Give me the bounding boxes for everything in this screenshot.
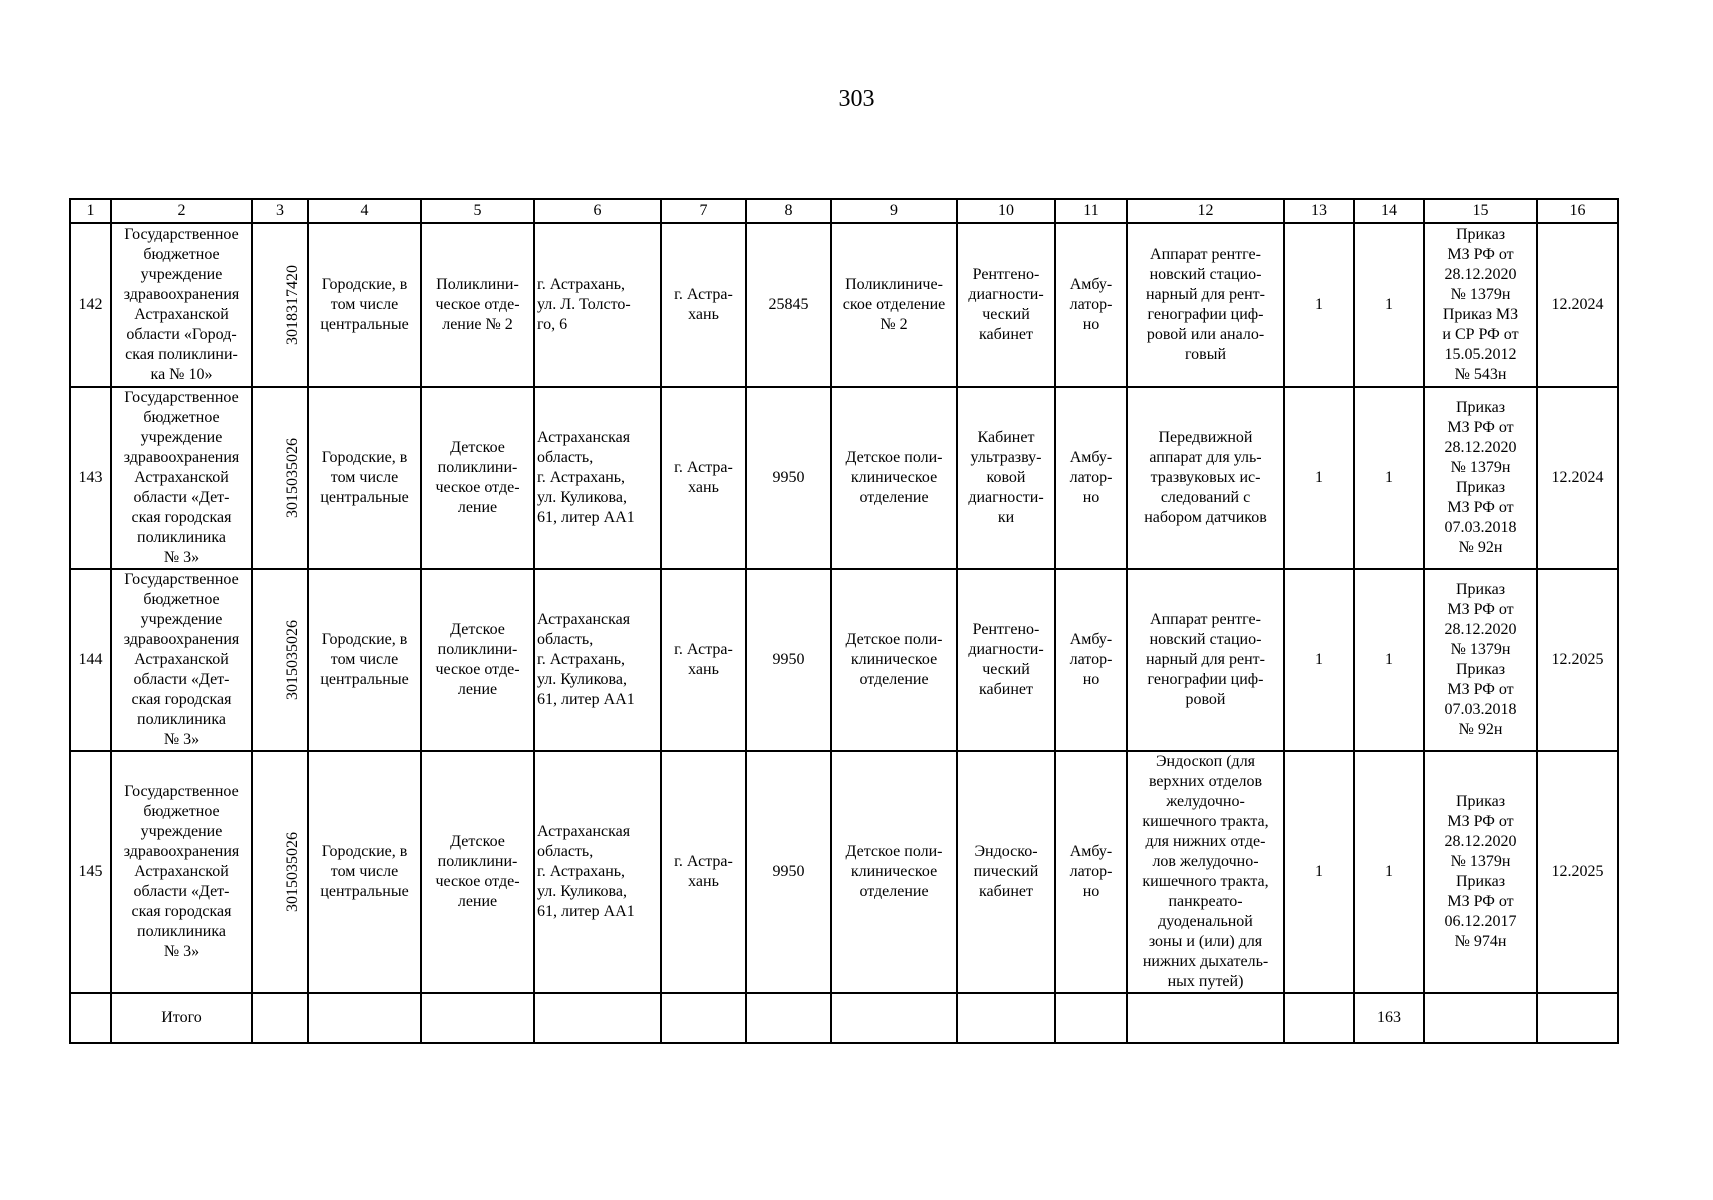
due-date: 12.2024	[1537, 387, 1618, 569]
row-number: 143	[70, 387, 111, 569]
empty-cell	[70, 993, 111, 1043]
equipment-table	[69, 198, 1619, 1044]
device-name: Эндоскоп (для верхних отделов желудочно- кишечного тракта, для нижних отде- лов желудочно- кишечного тракта, панкреато- дуоденальной зоны и (или) для нижних дыхатель- ных путей)	[1127, 751, 1284, 993]
unit-name: Детское поликлини- ческое отде- ление	[421, 751, 534, 993]
empty-cell	[831, 993, 957, 1043]
org-code-cell	[252, 223, 308, 387]
empty-cell	[957, 993, 1055, 1043]
quantity-14: 1	[1354, 223, 1424, 387]
column-number: 15	[1424, 199, 1537, 223]
regulation-order: Приказ МЗ РФ от 28.12.2020 № 1379н Приказ МЗ и СР РФ от 15.05.2012 № 543н	[1424, 223, 1537, 387]
column-number: 3	[252, 199, 308, 223]
org-code: 3015035026	[284, 620, 301, 700]
due-date: 12.2025	[1537, 751, 1618, 993]
organization-name: Государственное бюджетное учреждение здравоохранения Астраханской области «Дет- ская городская поликлиника № 3»	[111, 751, 252, 993]
org-code: 3015035026	[284, 832, 301, 912]
city: г. Астра- хань	[661, 569, 746, 751]
room-name: Рентгено- диагности- ческий кабинет	[957, 569, 1055, 751]
room-name: Кабинет ультразву- ковой диагности- ки	[957, 387, 1055, 569]
unit-name: Детское поликлини- ческое отде- ление	[421, 569, 534, 751]
column-number: 1	[70, 199, 111, 223]
row-number: 144	[70, 569, 111, 751]
care-mode: Амбу- латор- но	[1055, 223, 1127, 387]
city: г. Астра- хань	[661, 223, 746, 387]
due-date: 12.2025	[1537, 569, 1618, 751]
settlement-type: Городские, в том числе центральные	[308, 569, 421, 751]
due-date: 12.2024	[1537, 223, 1618, 387]
address: Астраханская область, г. Астрахань, ул. Куликова, 61, литер АА1	[534, 751, 661, 993]
organization-name: Государственное бюджетное учреждение здравоохранения Астраханской области «Дет- ская городская поликлиника № 3»	[111, 387, 252, 569]
population: 25845	[746, 223, 831, 387]
quantity-13: 1	[1284, 569, 1354, 751]
regulation-order: Приказ МЗ РФ от 28.12.2020 № 1379н Приказ МЗ РФ от 07.03.2018 № 92н	[1424, 569, 1537, 751]
care-mode: Амбу- латор- но	[1055, 569, 1127, 751]
device-name: Передвижной аппарат для уль- тразвуковых ис- следований с набором датчиков	[1127, 387, 1284, 569]
column-number: 5	[421, 199, 534, 223]
address: Астраханская область, г. Астрахань, ул. Куликова, 61, литер АА1	[534, 387, 661, 569]
division-name: Детское поли- клиническое отделение	[831, 569, 957, 751]
total-label: Итого	[111, 993, 252, 1043]
org-code: 3018317420	[284, 265, 301, 345]
column-number: 8	[746, 199, 831, 223]
row-number: 145	[70, 751, 111, 993]
total-quantity: 163	[1354, 993, 1424, 1043]
column-number: 16	[1537, 199, 1618, 223]
column-number: 11	[1055, 199, 1127, 223]
division-name: Детское поли- клиническое отделение	[831, 387, 957, 569]
column-number: 9	[831, 199, 957, 223]
column-number: 2	[111, 199, 252, 223]
regulation-order: Приказ МЗ РФ от 28.12.2020 № 1379н Приказ МЗ РФ от 07.03.2018 № 92н	[1424, 387, 1537, 569]
room-name: Эндоско- пический кабинет	[957, 751, 1055, 993]
empty-cell	[1537, 993, 1618, 1043]
population: 9950	[746, 569, 831, 751]
division-name: Поликлиниче- ское отделение № 2	[831, 223, 957, 387]
empty-cell	[308, 993, 421, 1043]
population: 9950	[746, 751, 831, 993]
unit-name: Поликлини- ческое отде- ление № 2	[421, 223, 534, 387]
column-number: 12	[1127, 199, 1284, 223]
settlement-type: Городские, в том числе центральные	[308, 387, 421, 569]
population: 9950	[746, 387, 831, 569]
table-header-row	[70, 199, 1618, 223]
quantity-14: 1	[1354, 387, 1424, 569]
address: Астраханская область, г. Астрахань, ул. Куликова, 61, литер АА1	[534, 569, 661, 751]
quantity-13: 1	[1284, 751, 1354, 993]
column-number: 10	[957, 199, 1055, 223]
quantity-13: 1	[1284, 387, 1354, 569]
column-number: 6	[534, 199, 661, 223]
organization-name: Государственное бюджетное учреждение здравоохранения Астраханской области «Дет- ская городская поликлиника № 3»	[111, 569, 252, 751]
unit-name: Детское поликлини- ческое отде- ление	[421, 387, 534, 569]
row-number: 142	[70, 223, 111, 387]
empty-cell	[661, 993, 746, 1043]
column-number: 13	[1284, 199, 1354, 223]
quantity-14: 1	[1354, 751, 1424, 993]
quantity-13: 1	[1284, 223, 1354, 387]
empty-cell	[1284, 993, 1354, 1043]
device-name: Аппарат рентге- новский стацио- нарный для рент- генографии циф- ровой или анало- говый	[1127, 223, 1284, 387]
column-number: 7	[661, 199, 746, 223]
quantity-14: 1	[1354, 569, 1424, 751]
org-code-cell	[252, 387, 308, 569]
city: г. Астра- хань	[661, 751, 746, 993]
address: г. Астрахань, ул. Л. Толсто- го, 6	[534, 223, 661, 387]
settlement-type: Городские, в том числе центральные	[308, 751, 421, 993]
org-code: 3015035026	[284, 438, 301, 518]
empty-cell	[421, 993, 534, 1043]
empty-cell	[1424, 993, 1537, 1043]
column-number: 14	[1354, 199, 1424, 223]
empty-cell	[1055, 993, 1127, 1043]
empty-cell	[534, 993, 661, 1043]
city: г. Астра- хань	[661, 387, 746, 569]
organization-name: Государственное бюджетное учреждение здравоохранения Астраханской области «Город- ская поликлини- ка № 10»	[111, 223, 252, 387]
column-number: 4	[308, 199, 421, 223]
care-mode: Амбу- латор- но	[1055, 387, 1127, 569]
total-row	[70, 993, 1618, 1043]
empty-cell	[252, 993, 308, 1043]
division-name: Детское поли- клиническое отделение	[831, 751, 957, 993]
org-code-cell	[252, 751, 308, 993]
page-number: 303	[838, 86, 875, 112]
empty-cell	[1127, 993, 1284, 1043]
table-row	[70, 387, 1618, 569]
empty-cell	[746, 993, 831, 1043]
settlement-type: Городские, в том числе центральные	[308, 223, 421, 387]
regulation-order: Приказ МЗ РФ от 28.12.2020 № 1379н Приказ МЗ РФ от 06.12.2017 № 974н	[1424, 751, 1537, 993]
care-mode: Амбу- латор- но	[1055, 751, 1127, 993]
room-name: Рентгено- диагности- ческий кабинет	[957, 223, 1055, 387]
table-row	[70, 223, 1618, 387]
device-name: Аппарат рентге- новский стацио- нарный для рент- генографии циф- ровой	[1127, 569, 1284, 751]
org-code-cell	[252, 569, 308, 751]
table-row	[70, 569, 1618, 751]
table-row	[70, 751, 1618, 993]
